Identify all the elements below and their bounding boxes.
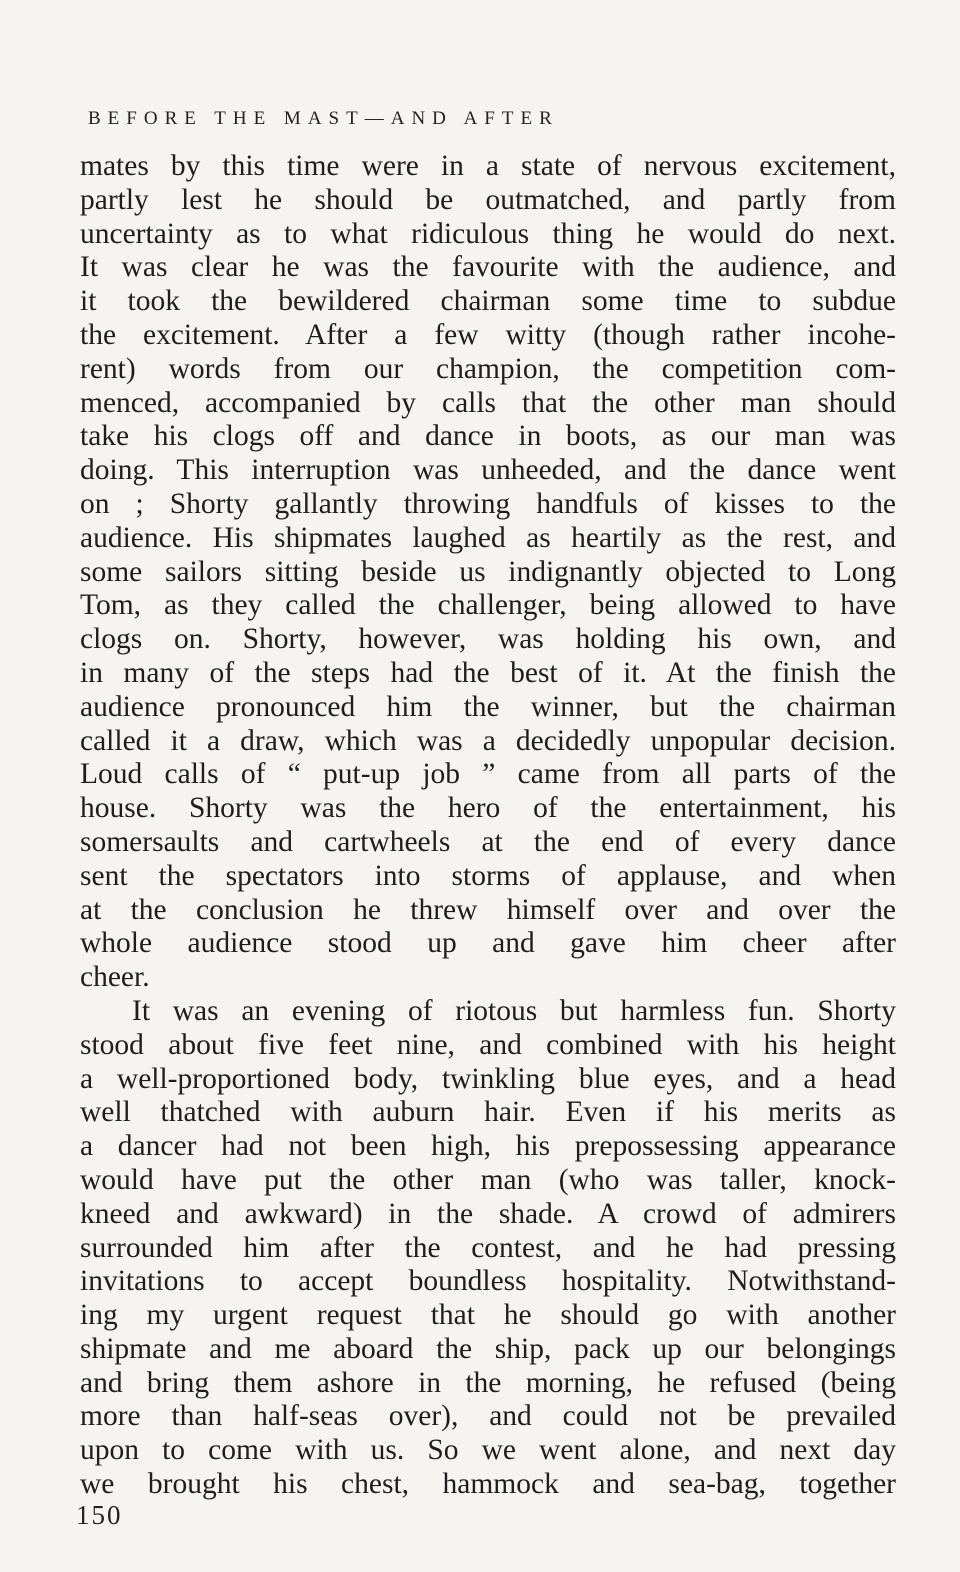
- text-line: and bring them ashore in the morning, he refused (being: [80, 1366, 896, 1399]
- text-line: surrounded him after the contest, and he had pressing: [80, 1231, 896, 1264]
- text-line: Tom, as they called the challenger, being allowed to have: [80, 589, 896, 622]
- text-line: it took the bewildered chairman some time to subdue: [80, 285, 896, 318]
- text-line: in many of the steps had the best of it. At the finish the: [80, 656, 896, 689]
- text-line: at the conclusion he threw himself over and over the: [80, 893, 896, 926]
- text-line: audience. His shipmates laughed as heartily as the rest, and: [80, 521, 896, 554]
- paragraph-start-line: It was an evening of riotous but harmless fun. Shorty: [132, 994, 896, 1027]
- text-line: the excitement. After a few witty (though rather incohe-: [80, 318, 896, 351]
- text-line: more than half-seas over), and could not be prevailed: [80, 1400, 896, 1433]
- text-line: clogs on. Shorty, however, was holding his own, and: [80, 623, 896, 656]
- text-line: house. Shorty was the hero of the entertainment, his: [80, 792, 896, 825]
- text-line: It was clear he was the favourite with the audience, and: [80, 251, 896, 284]
- running-head: BEFORE THE MAST—AND AFTER: [88, 108, 559, 129]
- body-text: [80, 150, 896, 1502]
- paragraph-end-line: cheer.: [80, 961, 150, 994]
- text-line: mates by this time were in a state of nervous excitement,: [80, 150, 896, 182]
- text-line: sent the spectators into storms of applause, and when: [80, 859, 896, 892]
- text-line: shipmate and me aboard the ship, pack up our belongings: [80, 1332, 896, 1365]
- text-line: stood about five feet nine, and combined with his height: [80, 1028, 896, 1061]
- text-line: partly lest he should be outmatched, and partly from: [80, 183, 896, 216]
- text-line: some sailors sitting beside us indignantly objected to Long: [80, 555, 896, 588]
- text-line: doing. This interruption was unheeded, and the dance went: [80, 454, 896, 487]
- text-line: would have put the other man (who was taller, knock-: [80, 1163, 896, 1196]
- text-line: audience pronounced him the winner, but the chairman: [80, 690, 896, 723]
- text-line: menced, accompanied by calls that the other man should: [80, 386, 896, 419]
- text-line: we brought his chest, hammock and sea-bag, together: [80, 1468, 896, 1501]
- text-line: kneed and awkward) in the shade. A crowd of admirers: [80, 1197, 896, 1230]
- text-line: whole audience stood up and gave him cheer after: [80, 927, 896, 960]
- text-line: called it a draw, which was a decidedly unpopular decision.: [80, 724, 896, 757]
- page-number: 150: [76, 1500, 123, 1530]
- text-line: invitations to accept boundless hospitality. Notwithstand-: [80, 1265, 896, 1298]
- text-line: well thatched with auburn hair. Even if his merits as: [80, 1096, 896, 1129]
- text-line: ing my urgent request that he should go with another: [80, 1299, 896, 1332]
- text-line: on ; Shorty gallantly throwing handfuls of kisses to the: [80, 487, 896, 520]
- text-line: a dancer had not been high, his prepossessing appearance: [80, 1130, 896, 1163]
- text-line: upon to come with us. So we went alone, and next day: [80, 1434, 896, 1467]
- text-line: rent) words from our champion, the competition com-: [80, 352, 896, 385]
- text-line: Loud calls of “ put-up job ” came from all parts of the: [80, 758, 896, 791]
- text-line: take his clogs off and dance in boots, as our man was: [80, 420, 896, 453]
- text-line: a well-proportioned body, twinkling blue eyes, and a head: [80, 1062, 896, 1095]
- text-line: uncertainty as to what ridiculous thing he would do next.: [80, 217, 896, 250]
- text-line: somersaults and cartwheels at the end of every dance: [80, 825, 896, 858]
